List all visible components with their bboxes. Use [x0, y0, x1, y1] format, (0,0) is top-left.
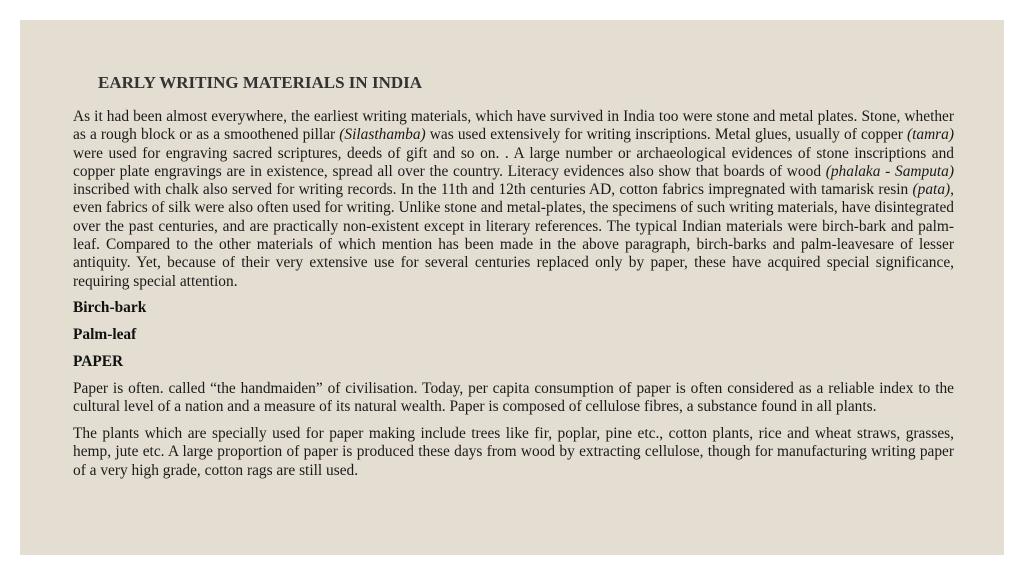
- paper-paragraph-1: Paper is often. called “the handmaiden” of civilisation. Today, per capita consumption of paper is often considered as a reliable index to the cultural level of a nation and a measure of its natural wealth. Paper is composed of cellulose fibres, a substance found in all plants.: [73, 379, 954, 416]
- paper-paragraph-2: The plants which are specially used for paper making include trees like fir, poplar, pine etc., cotton plants, rice and wheat straws, grasses, hemp, jute etc. A large proportion of paper is produced these days from wood by extracting cellulose, though for manufacturing writing paper of a very high grade, cotton rags are still used.: [73, 424, 954, 479]
- heading-birch-bark: Birch-bark: [73, 299, 147, 317]
- intro-text-1: As it had been almost everywhere, the earliest writing materials, which have survived in India too were stone and metal plates. Stone, whether as a rough block or as a smoothened pillar: [73, 108, 954, 144]
- intro-italic-pata: (pata),: [912, 181, 954, 199]
- intro-text-4: inscribed with chalk also served for writing records. In the 11th and 12th centuries AD, cotton fabrics impregnated with tamarisk resin: [73, 181, 913, 199]
- intro-italic-phalaka: (phalaka - Samputa): [825, 162, 954, 180]
- intro-paragraph: [73, 108, 954, 291]
- intro-text-3: were used for engraving sacred scriptures, deeds of gift and so on. . A large number or archaeological evidences of stone inscriptions and copper plate engravings are in existence, spread all over the country. Literacy evidences also show that boards of wood: [73, 144, 954, 180]
- slide-panel: [20, 20, 1004, 555]
- intro-italic-tamra: (tamra): [906, 126, 954, 144]
- heading-palm-leaf: Palm-leaf: [73, 326, 137, 344]
- slide-title: EARLY WRITING MATERIALS IN INDIA: [98, 73, 423, 92]
- intro-text-5: even fabrics of silk were also often used for writing. Unlike stone and metal-plates, the specimens of such writing materials, have disintegrated over the past centuries, and are practically non-existent except in literary references. The typical Indian materials were birch-bark and palm-leaf. Compared to the other materials of which mention has been made in the above paragraph, birch-barks and palm-leavesare of lesser antiquity. Yet, because of their very extensive use for several centuries replaced only by paper, these have acquired special significance, requiring special attention.: [73, 199, 954, 290]
- intro-italic-silasthamba: (Silasthamba): [339, 126, 426, 144]
- heading-paper: PAPER: [73, 353, 124, 371]
- slide-body: [73, 108, 954, 488]
- intro-text-2: was used extensively for writing inscriptions. Metal glues, usually of copper: [425, 126, 907, 144]
